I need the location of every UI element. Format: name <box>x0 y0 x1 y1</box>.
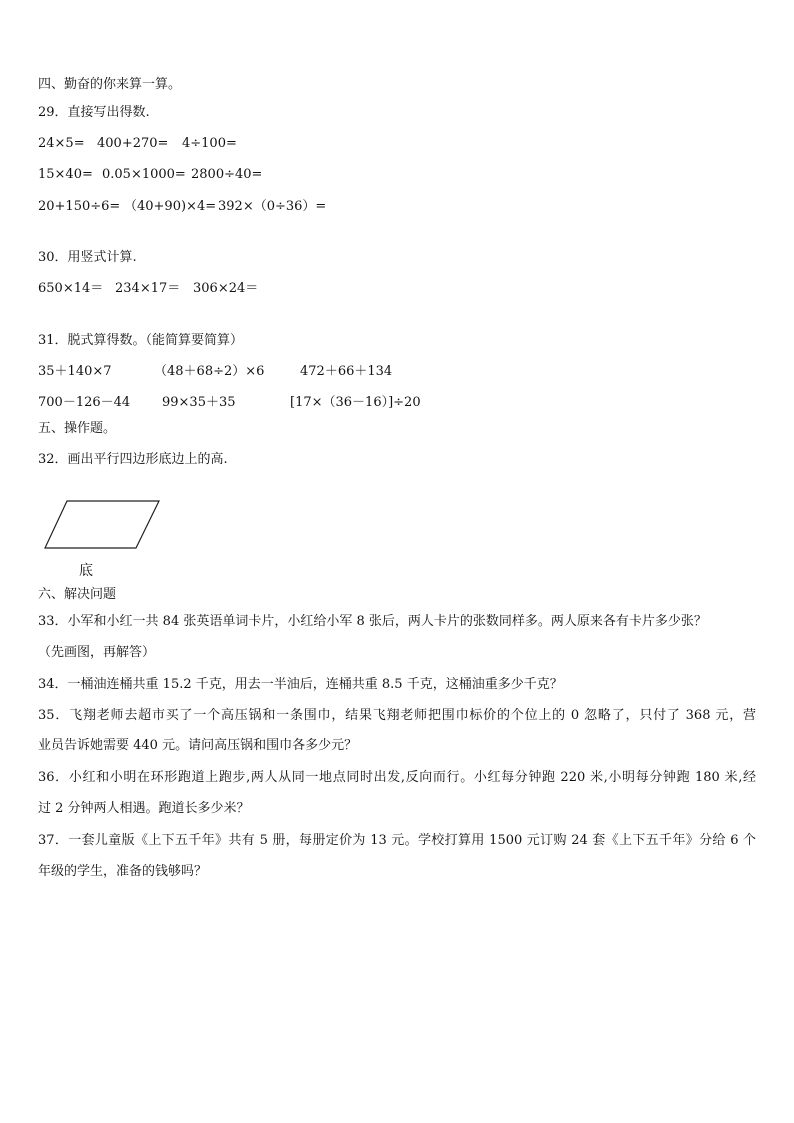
q29-item-3-2: （40+90)×4= <box>124 199 217 214</box>
q30-item-1: 650×14＝ <box>38 281 104 296</box>
q31-item-2-1: 700－126－44 <box>38 395 131 410</box>
question-36-line-2: 过 2 分钟两人相遇。跑道长多少米？ <box>38 801 250 816</box>
q31-item-2-3: [17×（36－16）]÷20 <box>290 395 421 410</box>
q30-item-3: 306×24＝ <box>193 281 259 296</box>
q30-item-2: 234×17＝ <box>115 281 181 296</box>
question-29-title: 29．直接写出得数. <box>38 105 150 120</box>
q29-item-3-1: 20+150÷6= <box>38 199 121 214</box>
q29-item-2-2: 0.05×1000= <box>102 167 186 182</box>
question-35-line-1: 35．飞翔老师去超市买了一个高压锅和一条围巾，结果飞翔老师把围巾标价的个位上的 0 忽略了，只付了 368 元，营 <box>38 708 756 723</box>
question-35-line-2: 业员告诉她需要 440 元。请问高压锅和围巾各多少元？ <box>38 738 358 753</box>
q29-item-1-1: 24×5= <box>38 136 85 151</box>
section-5-heading: 五、操作题。 <box>38 421 117 436</box>
question-33-line-2: （先画图，再解答） <box>38 645 156 660</box>
question-34-line-1: 34．一桶油连桶共重 15.2 千克，用去一半油后，连桶共重 8.5 千克，这桶油重多少千克？ <box>38 677 563 692</box>
section-6-heading: 六、解决问题 <box>38 587 117 602</box>
q31-item-2-2: 99×35＋35 <box>162 395 236 410</box>
question-32-title: 32．画出平行四边形底边上的高. <box>38 452 228 467</box>
parallelogram-figure <box>44 496 164 552</box>
q29-item-1-3: 4÷100= <box>182 136 237 151</box>
q29-item-1-2: 400+270= <box>97 136 169 151</box>
q31-item-1-1: 35＋140×7 <box>38 364 112 379</box>
q29-item-2-1: 15×40= <box>38 167 93 182</box>
question-31-title: 31．脱式算得数。（能简算要简算） <box>38 333 244 348</box>
parallelogram-outline <box>45 501 159 548</box>
question-30-title: 30．用竖式计算. <box>38 250 137 265</box>
section-4-heading: 四、勤奋的你来算一算。 <box>38 77 182 92</box>
q29-item-2-3: 2800÷40= <box>191 167 263 182</box>
q31-item-1-2: （48＋68÷2）×6 <box>154 364 265 379</box>
question-37-line-1: 37．一套儿童版《上下五千年》共有 5 册，每册定价为 13 元。学校打算用 1500 元订购 24 套《上下五千年》分给 6 个 <box>38 833 756 848</box>
q31-item-1-3: 472＋66＋134 <box>300 364 393 379</box>
q29-item-3-3: 392×（0÷36）= <box>218 199 327 214</box>
base-label: 底 <box>79 563 93 579</box>
question-36-line-1: 36．小红和小明在环形跑道上跑步,两人从同一地点同时出发,反向而行。小红每分钟跑 220 米,小明每分钟跑 180 米,经 <box>38 770 756 785</box>
question-37-line-2: 年级的学生，准备的钱够吗？ <box>38 864 208 879</box>
question-33-line-1: 33．小军和小红一共 84 张英语单词卡片，小红给小军 8 张后，两人卡片的张数同样多。两人原来各有卡片多少张？ <box>38 614 707 629</box>
